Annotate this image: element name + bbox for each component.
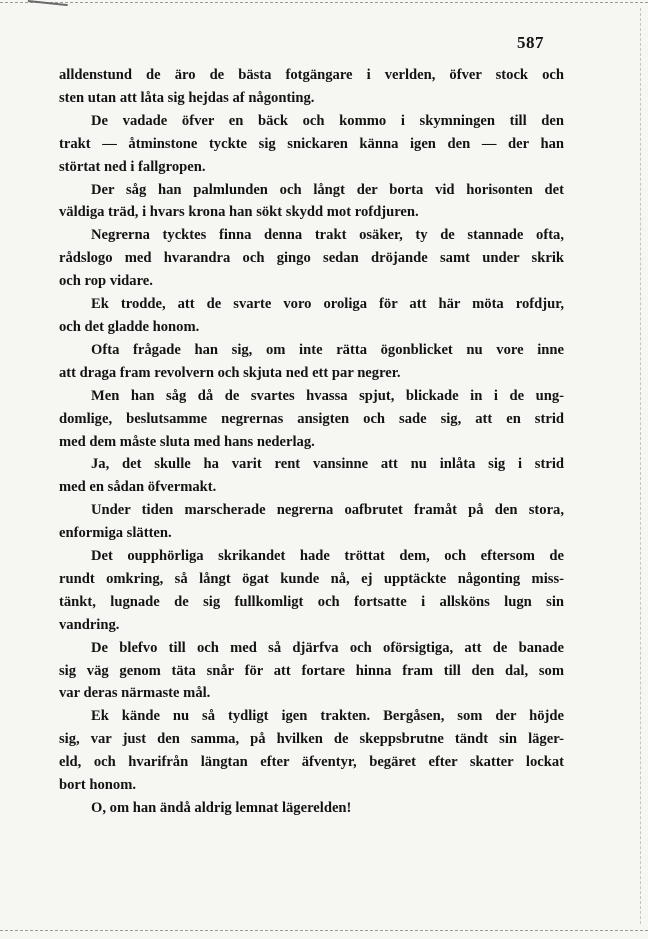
text-line: alldenstund de äro de bästa fotgängare i verlden, öfver stock och xyxy=(59,67,564,83)
paragraph xyxy=(59,339,564,385)
text-line: vandring. xyxy=(59,616,120,633)
text-line: störtat ned i fallgropen. xyxy=(59,158,206,175)
text-line: och det gladde honom. xyxy=(59,318,200,335)
text-line: Ja, det skulle ha varit rent vansinne att nu inlåta sig i strid xyxy=(91,456,564,473)
text-line: med dem måste sluta med hans nederlag. xyxy=(59,433,315,450)
text-line: sten utan att låta sig hejdas af någonting. xyxy=(59,89,315,106)
paragraph xyxy=(59,110,564,179)
text-line: tänkt, lugnade de sig fullkomligt och fortsatte i allsköns lugn sin xyxy=(59,593,564,610)
text-line: att draga fram revolvern och skjuta ned ett par negrer. xyxy=(59,364,401,381)
text-line: sig, var just den samma, på hvilken de skeppsbrutne tändt sin läger- xyxy=(59,731,564,748)
text-line: bort honom. xyxy=(59,777,137,794)
text-line: Negrerna tycktes finna denna trakt osäker, ty de stannade ofta, xyxy=(91,227,564,244)
text-line: rundt omkring, så långt ögat kunde nå, ej upptäckte någonting miss- xyxy=(59,570,564,587)
text-line: Der såg han palmlunden och långt der borta vid horisonten det xyxy=(91,181,564,198)
paragraph xyxy=(59,179,564,225)
paragraph xyxy=(59,453,564,499)
text-line: Ek trodde, att de svarte voro oroliga för att här möta rofdjur, xyxy=(91,296,564,313)
paragraph xyxy=(59,705,564,797)
text-line: Det oupphörliga skrikandet hade tröttat dem, och eftersom de xyxy=(91,548,564,565)
paragraph xyxy=(59,64,564,110)
text-line: enformiga slätten. xyxy=(59,525,172,542)
text-line: trakt — åtminstone tyckte sig snickaren känna igen den — der han xyxy=(59,135,564,152)
text-line: rådslogo med hvarandra och gingo sedan dröjande samt under skrik xyxy=(59,250,564,267)
top-scan-border xyxy=(0,2,648,3)
text-line: Ek kände nu så tydligt igen trakten. Bergåsen, som der höjde xyxy=(91,708,564,725)
text-line: O, om han ändå aldrig lemnat lägerelden! xyxy=(91,800,352,816)
text-line: Under tiden marscherade negrerna oafbrutet framåt på den stora, xyxy=(91,502,564,519)
text-line: sig väg genom täta snår för att fortare hinna fram till den dal, som xyxy=(59,662,564,679)
bottom-scan-border xyxy=(0,930,648,931)
text-line: Ofta frågade han sig, om inte rätta ögonblicket nu vore inne xyxy=(91,341,564,358)
paragraph xyxy=(59,797,564,820)
paragraph xyxy=(59,293,564,339)
paragraph xyxy=(59,499,564,545)
text-line: med en sådan öfvermakt. xyxy=(59,479,217,496)
paragraph xyxy=(59,224,564,293)
body-text xyxy=(59,64,564,820)
text-line: eld, och hvarifrån längtan efter äfventyr, begäret efter skatter lockat xyxy=(59,754,564,771)
right-scan-border xyxy=(640,8,641,924)
text-line: Men han såg då de svartes hvassa spjut, blickade in i de ung- xyxy=(91,387,564,404)
text-line: väldiga träd, i hvars krona han sökt skydd mot rofdjuren. xyxy=(59,204,419,221)
text-line: De vadade öfver en bäck och kommo i skymningen till den xyxy=(91,112,564,129)
page-number: 587 xyxy=(517,33,544,52)
text-line: var deras närmaste mål. xyxy=(59,685,211,702)
paragraph xyxy=(59,385,564,454)
text-line: och rop vidare. xyxy=(59,273,153,290)
paragraph xyxy=(59,545,564,637)
text-line: domlige, beslutsamme negrernas ansigten och sade sig, att en strid xyxy=(59,410,564,427)
text-line: De blefvo till och med så djärfva och oförsigtiga, att de banade xyxy=(91,639,564,656)
paragraph xyxy=(59,637,564,706)
